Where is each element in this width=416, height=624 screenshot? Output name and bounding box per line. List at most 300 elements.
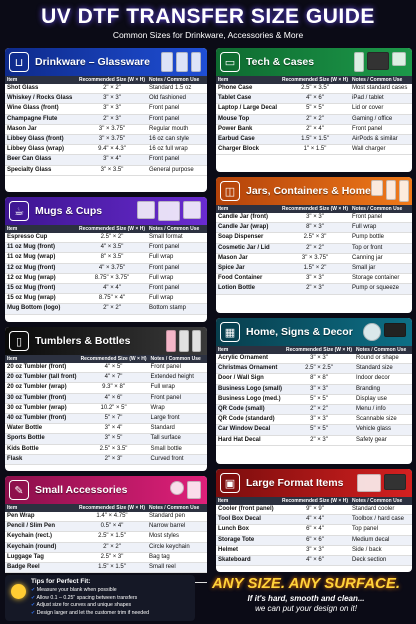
table-row <box>5 253 207 263</box>
item-note: Front panel <box>350 124 412 134</box>
promo-headline: ANY SIZE. ANY SURFACE. <box>211 575 401 592</box>
item-size: 2" × 2" <box>280 243 350 253</box>
table-row <box>5 135 207 145</box>
item-note: Standard <box>149 424 207 434</box>
table-row <box>5 84 207 94</box>
item-size: 9" × 9" <box>280 505 350 515</box>
item-note: Small jar <box>350 264 412 274</box>
table-row <box>5 155 207 165</box>
item-note: Wall charger <box>350 145 412 155</box>
item-size: 2.5" × 2.5" <box>284 364 354 374</box>
table-row <box>216 253 412 263</box>
item-name: Luggage Tag <box>5 552 77 562</box>
tips-title: Tips for Perfect Fit: <box>31 578 91 585</box>
table-row <box>5 393 207 403</box>
section-title: Large Format Items <box>246 477 344 489</box>
item-note: Front panel <box>149 393 207 403</box>
item-note: Front panel <box>147 263 207 273</box>
mug-small-icon <box>183 201 201 219</box>
item-name: 20 oz Tumbler (wrap) <box>5 383 79 393</box>
table-row <box>216 364 412 374</box>
item-note: Front panel <box>350 213 412 223</box>
item-note: Pump or squeeze <box>350 284 412 294</box>
item-name: Water Bottle <box>5 424 79 434</box>
item-size: 3" × 3.75" <box>77 135 147 145</box>
item-name: Espresso Cup <box>5 233 77 243</box>
item-note: Bottom stamp <box>147 304 207 314</box>
item-name: Tool Box Decal <box>216 515 280 525</box>
item-note: Standard cooler <box>350 505 412 515</box>
item-name: 11 oz Mug (front) <box>5 243 77 253</box>
mug-large-icon <box>158 201 180 221</box>
item-note: Extended height <box>149 373 207 383</box>
section-drinkware <box>5 48 207 192</box>
table-row <box>216 233 412 243</box>
tablet-icon <box>367 52 389 70</box>
section-header <box>216 318 412 346</box>
item-size: 2.5" × 2" <box>77 233 147 243</box>
item-name: Flask <box>5 454 79 464</box>
table-row <box>5 284 207 294</box>
table-row <box>5 104 207 114</box>
item-name: Lunch Box <box>216 525 280 535</box>
item-size: 4" × 3.75" <box>77 263 147 273</box>
item-name: Specialty Glass <box>5 165 77 175</box>
item-size: 3" × 3" <box>77 94 147 104</box>
table-row <box>216 435 412 445</box>
section-header <box>5 476 207 504</box>
item-size: 4" × 6" <box>280 94 350 104</box>
item-size: 8" × 3.5" <box>77 253 147 263</box>
item-size: 8.75" × 4" <box>77 294 147 304</box>
item-name: Mug Bottom (logo) <box>5 304 77 314</box>
item-name: Business Logo (small) <box>216 384 284 394</box>
item-name: 12 oz Mug (wrap) <box>5 273 77 283</box>
item-size: 3" × 4" <box>79 424 149 434</box>
cooler-icon: ▣ <box>220 473 240 493</box>
item-name: Whiskey / Rocks Glass <box>5 94 77 104</box>
item-size: 2" × 3" <box>280 284 350 294</box>
table-row <box>216 384 412 394</box>
phone-icon: ▭ <box>220 52 240 72</box>
item-name: Keychain (rect.) <box>5 532 77 542</box>
table-row <box>5 552 207 562</box>
item-note: Top or front <box>350 243 412 253</box>
item-name: 15 oz Mug (front) <box>5 284 77 294</box>
tip-item: ✔ Measure your blank when possible <box>31 587 149 595</box>
item-size: 2.5" × 3" <box>77 552 147 562</box>
lotion-bottle-icon <box>399 180 409 202</box>
item-name: Lotion Bottle <box>216 284 280 294</box>
item-note: Deck section <box>350 556 412 566</box>
item-note: Full wrap <box>350 223 412 233</box>
table-row <box>5 273 207 283</box>
item-size: 0.5" × 4" <box>77 522 147 532</box>
item-name: QR Code (standard) <box>216 415 284 425</box>
size-table: Item Recommended Size (W × H) Notes / Common Use Pen Wrap 1.4" × 4.75" Standard pen Pencil / Slim Pen 0.5" × 4" Narrow barrel Keychain (rect.) 2.5" × 1.5" Most styles Keychain (round) 2" × 2" Circle keychain Luggage Tag 2.5" × 3" Bag tag Badge Reel 1.5" × 1.5" Small reel <box>5 504 207 583</box>
item-name: Earbud Case <box>216 135 280 145</box>
item-note: Standard size <box>354 364 412 374</box>
item-name: Shot Glass <box>5 84 77 94</box>
item-name: Pencil / Slim Pen <box>5 522 77 532</box>
table-row <box>216 145 412 155</box>
size-table: Item Recommended Size (W × H) Notes / Common Use Phone Case 2.5" × 3.5" Most standard cases Tablet Case 4" × 6" iPad / tablet Laptop / Large Decal 5" × 5" Lid or cover Mouse Top 2" × 2" Gaming / office Power Bank 2" × 4" Front panel Earbud Case 1.5" × 1.5" AirPods & similar Charger Block 1" × 1.5" Wall charger <box>216 76 412 155</box>
item-size: 1.4" × 4.75" <box>77 512 147 522</box>
item-name: Helmet <box>216 545 280 555</box>
item-size: 8" × 8" <box>284 374 354 384</box>
pen-icon: ✎ <box>9 480 29 500</box>
table-row <box>216 525 412 535</box>
table-row <box>5 532 207 542</box>
item-size: 3" × 4" <box>77 155 147 165</box>
item-size: 3" × 3.75" <box>280 253 350 263</box>
tips-list <box>31 587 149 617</box>
tip-item: ✔ Adjust size for curves and unique shapes <box>31 602 149 610</box>
sign-icon <box>384 323 406 337</box>
item-name: Cooler (front panel) <box>216 505 280 515</box>
glass-icon: ⊔ <box>9 52 29 72</box>
section-tumblers <box>5 327 207 471</box>
tumbler-pink-icon <box>166 330 176 352</box>
table-row <box>216 104 412 114</box>
item-size: 8" × 3" <box>280 223 350 233</box>
item-size: 3" × 3" <box>77 104 147 114</box>
table-row <box>5 512 207 522</box>
item-size: 5" × 5" <box>280 104 350 114</box>
item-note: Front panel <box>147 284 207 294</box>
keychain-icon <box>170 481 184 495</box>
item-size: 1.5" × 2" <box>280 264 350 274</box>
section-accessories <box>5 476 207 572</box>
item-note: Small reel <box>147 563 207 573</box>
item-note: Front panel <box>149 363 207 373</box>
item-note: Scannable size <box>354 415 412 425</box>
table-row <box>216 545 412 555</box>
section-large <box>216 469 412 572</box>
item-size: 2" × 4" <box>280 124 350 134</box>
item-note: Full wrap <box>147 273 207 283</box>
tumbler-silver-icon <box>179 330 189 352</box>
wine-glass-icon <box>191 52 201 72</box>
table-row <box>216 535 412 545</box>
item-size: 2" × 2" <box>77 84 147 94</box>
jar-icon: ◫ <box>220 181 240 201</box>
table-row <box>5 563 207 573</box>
table-row <box>5 124 207 134</box>
item-size: 2" × 3" <box>77 114 147 124</box>
table-row <box>5 454 207 464</box>
item-size: 3" × 3" <box>284 354 354 364</box>
ornament-icon <box>363 323 381 341</box>
section-header <box>216 48 412 76</box>
section-jars <box>216 177 412 313</box>
earbuds-icon <box>392 52 406 66</box>
item-size: 4" × 7" <box>79 373 149 383</box>
item-size: 3" × 3.5" <box>77 165 147 175</box>
item-note: Safety gear <box>354 435 412 445</box>
table-row <box>5 363 207 373</box>
item-note: Full wrap <box>147 253 207 263</box>
item-size: 1.5" × 1.5" <box>77 563 147 573</box>
item-size: 9.4" × 4.3" <box>77 145 147 155</box>
table-row <box>5 94 207 104</box>
item-name: Christmas Ornament <box>216 364 284 374</box>
item-note: Standard 1.5 oz <box>147 84 207 94</box>
item-size: 2" × 3" <box>79 454 149 464</box>
item-name: Wine Glass (front) <box>5 104 77 114</box>
section-title: Mugs & Cups <box>35 205 103 217</box>
table-row <box>216 223 412 233</box>
item-size: 3" × 3" <box>284 384 354 394</box>
table-row <box>5 165 207 175</box>
item-name: Kids Bottle <box>5 444 79 454</box>
tip-item: ✔ Design larger and let the customer trim if needed <box>31 610 149 618</box>
item-size: 5" × 7" <box>79 414 149 424</box>
tumbler-icon <box>176 52 188 72</box>
candle-jar-icon <box>371 180 383 196</box>
item-name: Hard Hat Decal <box>216 435 284 445</box>
item-note: Full wrap <box>147 294 207 304</box>
item-name: 20 oz Tumbler (tall front) <box>5 373 79 383</box>
mug-icon: ☕ <box>9 201 29 221</box>
item-name: Acrylic Ornament <box>216 354 284 364</box>
item-note: Menu / info <box>354 405 412 415</box>
item-note: Narrow barrel <box>147 522 207 532</box>
tip-item: ✔ Allow 0.1 – 0.25" spacing between transfers <box>31 595 149 603</box>
table-row <box>216 84 412 94</box>
table-row <box>216 114 412 124</box>
page-subtitle: Common Sizes for Drinkware, Accessories & More <box>112 30 304 40</box>
item-name: Phone Case <box>216 84 280 94</box>
size-table: Item Recommended Size (W × H) Notes / Common Use Espresso Cup 2.5" × 2" Small format 11 oz Mug (front) 4" × 3.5" Front panel 11 oz Mug (wrap) 8" × 3.5" Full wrap 12 oz Mug (front) 4" × 3.75" Front panel 12 oz Mug (wrap) 8.75" × 3.75" Full wrap 15 oz Mug (front) 4" × 4" Front panel 15 oz Mug (wrap) 8.75" × 4" Full wrap Mug Bottom (logo) 2" × 2" Bottom stamp <box>5 225 207 315</box>
table-row <box>5 233 207 243</box>
section-header <box>5 48 207 76</box>
item-name: Door / Wall Sign <box>216 374 284 384</box>
table-row <box>5 294 207 304</box>
item-size: 2" × 2" <box>284 405 354 415</box>
table-row <box>5 304 207 314</box>
item-name: 12 oz Mug (front) <box>5 263 77 273</box>
item-note: Bag tag <box>147 552 207 562</box>
promo-line1: If it's hard, smooth and clean... <box>247 594 365 603</box>
item-note: Standard pen <box>147 512 207 522</box>
item-name: Sports Bottle <box>5 434 79 444</box>
item-size: 1" × 1.5" <box>280 145 350 155</box>
item-size: 4" × 6" <box>79 393 149 403</box>
table-row <box>5 403 207 413</box>
item-note: Front panel <box>147 104 207 114</box>
item-name: Storage Tote <box>216 535 280 545</box>
item-note: Toolbox / hard case <box>350 515 412 525</box>
item-note: 16 oz full wrap <box>147 145 207 155</box>
item-size: 4" × 4" <box>280 515 350 525</box>
table-row <box>216 94 412 104</box>
item-note: Storage container <box>350 274 412 284</box>
item-name: 11 oz Mug (wrap) <box>5 253 77 263</box>
item-size: 3" × 3" <box>280 545 350 555</box>
item-size: 4" × 6" <box>280 556 350 566</box>
item-name: Charger Block <box>216 145 280 155</box>
item-name: Business Logo (med.) <box>216 394 284 404</box>
item-name: Car Window Decal <box>216 425 284 435</box>
item-name: Power Bank <box>216 124 280 134</box>
size-table: Item Recommended Size (W × H) Notes / Common Use Cooler (front panel) 9" × 9" Standard cooler Tool Box Decal 4" × 4" Toolbox / hard case Lunch Box 6" × 4" Top panel Storage Tote 6" × 6" Medium decal Helmet 3" × 3" Side / back Skateboard 4" × 6" Deck section <box>216 497 412 566</box>
item-size: 6" × 6" <box>280 535 350 545</box>
section-title: Jars, Containers & Home <box>246 185 371 197</box>
item-name: 15 oz Mug (wrap) <box>5 294 77 304</box>
item-note: AirPods & similar <box>350 135 412 145</box>
item-note: Gaming / office <box>350 114 412 124</box>
cooler-box-icon <box>357 474 381 492</box>
item-size: 4" × 5" <box>79 363 149 373</box>
mug-white-icon <box>137 201 155 219</box>
item-name: Pen Wrap <box>5 512 77 522</box>
item-size: 8.75" × 3.75" <box>77 273 147 283</box>
tumbler-icon: ▯ <box>9 331 29 351</box>
item-size: 2.5" × 3" <box>280 233 350 243</box>
table-row <box>216 394 412 404</box>
item-name: Soap Dispenser <box>216 233 280 243</box>
item-size: 3" × 3" <box>280 213 350 223</box>
item-note: Wrap <box>149 403 207 413</box>
item-size: 2" × 2" <box>77 304 147 314</box>
item-name: 30 oz Tumbler (front) <box>5 393 79 403</box>
section-title: Drinkware – Glassware <box>35 56 150 68</box>
table-row <box>5 243 207 253</box>
item-note: iPad / tablet <box>350 94 412 104</box>
item-size: 3" × 3" <box>284 415 354 425</box>
table-row <box>5 444 207 454</box>
item-note: Front panel <box>147 155 207 165</box>
item-size: 2.5" × 1.5" <box>77 532 147 542</box>
section-title: Tech & Cases <box>246 56 315 68</box>
section-header <box>5 197 207 225</box>
item-size: 2" × 2" <box>77 542 147 552</box>
item-note: Small format <box>147 233 207 243</box>
item-name: Badge Reel <box>5 563 77 573</box>
item-name: Candle Jar (wrap) <box>216 223 280 233</box>
table-row <box>5 373 207 383</box>
section-title: Home, Signs & Decor <box>246 326 353 338</box>
section-home <box>216 318 412 464</box>
item-note: 16 oz can style <box>147 135 207 145</box>
table-row <box>216 556 412 566</box>
item-size: 4" × 3.5" <box>77 243 147 253</box>
table-row <box>216 264 412 274</box>
item-size: 2" × 2" <box>280 114 350 124</box>
table-row <box>216 505 412 515</box>
lightbulb-icon <box>11 584 26 599</box>
page-title: UV DTF TRANSFER SIZE GUIDE <box>41 5 375 28</box>
item-size: 5" × 5" <box>284 425 354 435</box>
table-row <box>216 415 412 425</box>
table-row <box>216 124 412 134</box>
table-row <box>5 424 207 434</box>
item-note: Branding <box>354 384 412 394</box>
toolbox-icon <box>384 474 406 490</box>
mason-jar-icon <box>161 52 173 72</box>
item-name: Keychain (round) <box>5 542 77 552</box>
item-note: Full wrap <box>149 383 207 393</box>
size-table: Item Recommended Size (W × H) Notes / Common Use Candle Jar (front) 3" × 3" Front panel Candle Jar (wrap) 8" × 3" Full wrap Soap Dispenser 2.5" × 3" Pump bottle Cosmetic Jar / Lid 2" × 2" Top or front Mason Jar 3" × 3.75" Canning jar Spice Jar 1.5" × 2" Small jar Food Container 3" × 3" Storage container Lotion Bottle 2" × 3" Pump or squeeze <box>216 205 412 295</box>
item-name: Tablet Case <box>216 94 280 104</box>
item-note: Medium decal <box>350 535 412 545</box>
phone-case-icon <box>354 52 364 72</box>
item-size: 9.3" × 8" <box>79 383 149 393</box>
item-size: 2.5" × 3.5" <box>280 84 350 94</box>
section-title: Small Accessories <box>35 484 128 496</box>
section-title: Tumblers & Bottles <box>35 335 131 347</box>
item-size: 1.5" × 1.5" <box>280 135 350 145</box>
table-row <box>216 243 412 253</box>
section-mugs <box>5 197 207 322</box>
item-note: Most styles <box>147 532 207 542</box>
item-note: Front panel <box>147 114 207 124</box>
promo-line2: we can put your design on it! <box>255 604 357 613</box>
table-row <box>216 425 412 435</box>
size-table: Item Recommended Size (W × H) Notes / Common Use Shot Glass 2" × 2" Standard 1.5 oz Whiskey / Rocks Glass 3" × 3" Old fashioned Wine Glass (front) 3" × 3" Front panel Champagne Flute 2" × 3" Front panel Mason Jar 3" × 3.75" Regular mouth Libbey Glass (front) 3" × 3.75" 16 oz can style Libbey Glass (wrap) 9.4" × 4.3" 16 oz full wrap Beer Can Glass 3" × 4" Front panel Specialty Glass 3" × 3.5" General purpose <box>5 76 207 176</box>
table-row <box>216 374 412 384</box>
item-note: Pump bottle <box>350 233 412 243</box>
item-name: Mason Jar <box>5 124 77 134</box>
item-size: 10.2" × 5" <box>79 403 149 413</box>
item-note: Old fashioned <box>147 94 207 104</box>
item-name: Food Container <box>216 274 280 284</box>
table-row <box>5 434 207 444</box>
item-name: Laptop / Large Decal <box>216 104 280 114</box>
item-size: 2.5" × 3.5" <box>79 444 149 454</box>
item-name: Candle Jar (front) <box>216 213 280 223</box>
item-size: 5" × 5" <box>284 394 354 404</box>
size-table: Item Recommended Size (W × H) Notes / Common Use Acrylic Ornament 3" × 3" Round or shape Christmas Ornament 2.5" × 2.5" Standard size Door / Wall Sign 8" × 8" Indoor decor Business Logo (small) 3" × 3" Branding Business Logo (med.) 5" × 5" Display use QR Code (small) 2" × 2" Menu / info QR Code (standard) 3" × 3" Scannable size Car Window Decal 5" × 5" Vehicle glass Hard Hat Decal 2" × 3" Safety gear <box>216 346 412 446</box>
table-row <box>216 274 412 284</box>
item-name: Beer Can Glass <box>5 155 77 165</box>
table-row <box>5 542 207 552</box>
item-note: Top panel <box>350 525 412 535</box>
table-row <box>5 263 207 273</box>
item-name: Libbey Glass (front) <box>5 135 77 145</box>
item-name: Spice Jar <box>216 264 280 274</box>
item-size: 4" × 4" <box>77 284 147 294</box>
item-size: 3" × 3.75" <box>77 124 147 134</box>
item-name: 30 oz Tumbler (wrap) <box>5 403 79 413</box>
item-note: Regular mouth <box>147 124 207 134</box>
spice-jar-icon <box>386 180 396 200</box>
item-note: Small bottle <box>149 444 207 454</box>
item-note: Indoor decor <box>354 374 412 384</box>
item-note: Front panel <box>147 243 207 253</box>
item-name: Libbey Glass (wrap) <box>5 145 77 155</box>
item-note: Most standard cases <box>350 84 412 94</box>
item-note: Canning jar <box>350 253 412 263</box>
item-note: Circle keychain <box>147 542 207 552</box>
luggage-tag-icon <box>187 481 201 499</box>
item-name: Mason Jar <box>216 253 280 263</box>
qr-code-icon: ▦ <box>220 322 240 342</box>
item-note: Curved front <box>149 454 207 464</box>
table-row <box>216 405 412 415</box>
item-note: Large front <box>149 414 207 424</box>
table-row <box>216 515 412 525</box>
item-name: Cosmetic Jar / Lid <box>216 243 280 253</box>
item-note: Side / back <box>350 545 412 555</box>
item-size: 3" × 5" <box>79 434 149 444</box>
item-size: 2" × 3" <box>284 435 354 445</box>
item-note: Vehicle glass <box>354 425 412 435</box>
item-note: General purpose <box>147 165 207 175</box>
item-name: Champagne Flute <box>5 114 77 124</box>
table-row <box>5 145 207 155</box>
